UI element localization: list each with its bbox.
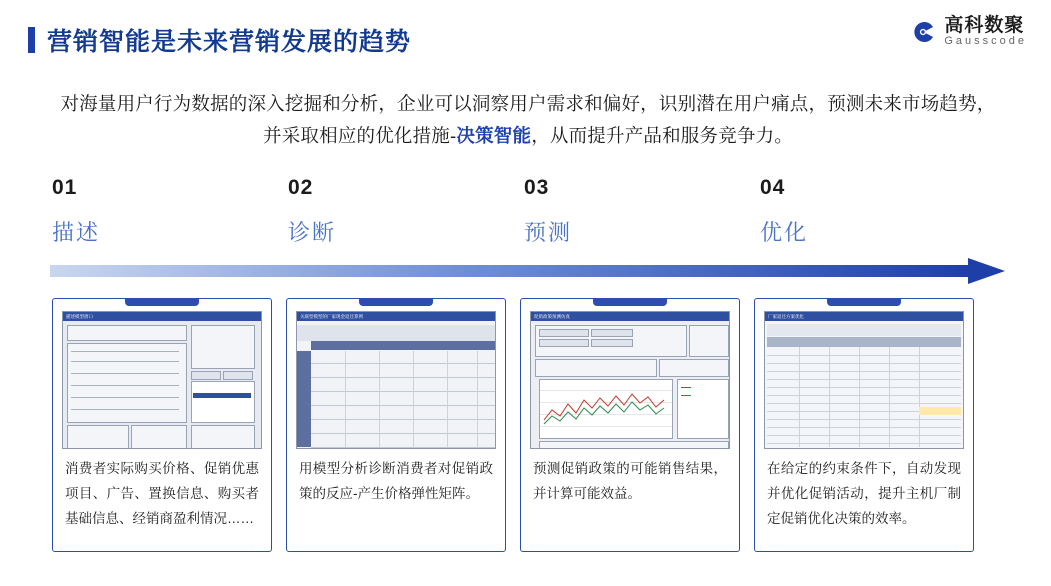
mini-line xyxy=(71,373,179,374)
mini-line xyxy=(71,351,179,352)
mini-col-divider xyxy=(829,347,830,447)
mini-line xyxy=(767,443,961,444)
lead-highlight: 决策智能 xyxy=(456,125,532,147)
card-predict xyxy=(520,298,740,552)
mini-table-caption xyxy=(767,324,961,336)
screenshot-titlebar: 关联型模型的厂家现金返还算例 xyxy=(297,312,495,321)
mini-line xyxy=(767,403,961,404)
mini-table-header xyxy=(297,325,495,341)
mini-line xyxy=(311,447,495,448)
legend-swatch-predicted xyxy=(681,395,691,396)
mini-field xyxy=(539,339,589,347)
mini-line xyxy=(311,391,495,392)
mini-line xyxy=(767,379,961,380)
mini-line xyxy=(767,419,961,420)
card-diagnose xyxy=(286,298,506,552)
mini-field xyxy=(539,329,589,337)
chart-legend xyxy=(677,379,729,439)
mini-line xyxy=(767,395,961,396)
mini-table-columns xyxy=(311,341,495,350)
mini-panel xyxy=(191,325,255,369)
mini-col-divider xyxy=(889,347,890,447)
screenshot-body xyxy=(297,321,495,448)
mini-line xyxy=(71,397,179,398)
step-03 xyxy=(524,176,752,247)
mini-line xyxy=(767,355,961,356)
mini-panel xyxy=(191,425,255,449)
legend-swatch-actual xyxy=(681,387,691,388)
prediction-chart xyxy=(539,379,673,439)
mini-button xyxy=(191,371,221,380)
card-description: 预测促销政策的可能销售结果，并计算可能效益。 xyxy=(533,461,727,501)
lead-paragraph xyxy=(52,88,1004,153)
step-label: 描述 xyxy=(52,220,101,245)
step-label: 诊断 xyxy=(288,220,337,245)
mini-line xyxy=(71,385,179,386)
card-description: 用模型分析诊断消费者对促销政策的反应-产生价格弹性矩阵。 xyxy=(299,461,493,501)
mini-table-columns xyxy=(767,337,961,347)
step-02 xyxy=(288,176,516,247)
mini-line xyxy=(311,419,495,420)
screenshot-body xyxy=(63,321,261,448)
mini-panel xyxy=(535,359,657,377)
mini-field xyxy=(591,329,633,337)
mini-col-divider xyxy=(413,351,414,447)
step-number: 01 xyxy=(52,176,78,199)
mini-panel xyxy=(67,425,129,449)
page-title: 营销智能是未来营销发展的趋势 xyxy=(47,28,412,56)
mini-col-divider xyxy=(477,351,478,447)
step-label: 预测 xyxy=(524,220,573,245)
mini-button xyxy=(223,371,253,380)
mini-col-divider xyxy=(799,347,800,447)
mini-panel xyxy=(689,325,729,357)
screenshot-body xyxy=(765,321,963,448)
mini-line xyxy=(767,371,961,372)
mini-line xyxy=(767,427,961,428)
title-accent-bar xyxy=(28,27,35,53)
screenshot-body xyxy=(531,321,729,448)
progress-arrow xyxy=(50,258,1005,284)
screenshot-describe xyxy=(62,311,262,449)
mini-col-divider xyxy=(859,347,860,447)
mini-field xyxy=(591,339,633,347)
mini-selected-row xyxy=(193,393,251,398)
card-tab xyxy=(593,299,667,306)
lead-text-part2: ，从而提升产品和服务竞争力。 xyxy=(531,125,793,147)
cards-row xyxy=(52,298,1012,552)
brand-text xyxy=(944,16,1027,47)
mini-highlight-cell xyxy=(919,407,961,415)
mini-col-divider xyxy=(447,351,448,447)
screenshot-titlebar: 描述模型窗口 xyxy=(63,312,261,321)
mini-listbox xyxy=(191,381,255,423)
brand-name-en: Gausscode xyxy=(944,34,1027,47)
card-description: 在给定的约束条件下，自动发现并优化促销活动，提升主机厂制定促销优化决策的效率。 xyxy=(767,461,961,526)
mini-line xyxy=(767,363,961,364)
screenshot-titlebar: 厂家返还方案优化 xyxy=(765,312,963,321)
mini-line xyxy=(767,435,961,436)
mini-line xyxy=(71,361,179,362)
mini-statusbar xyxy=(539,441,729,449)
arrow-head-icon xyxy=(968,258,1005,284)
step-label: 优化 xyxy=(760,220,809,245)
mini-col-divider xyxy=(379,351,380,447)
mini-line xyxy=(311,433,495,434)
mini-panel xyxy=(131,425,187,449)
mini-col-divider xyxy=(919,347,920,447)
mini-line xyxy=(71,409,179,410)
step-04 xyxy=(760,176,988,247)
mini-row-header xyxy=(297,351,311,447)
mini-col-divider xyxy=(345,351,346,447)
lead-text-part1: 对海量用户行为数据的深入挖掘和分析，企业可以洞察用户需求和偏好，识别潜在用户痛点，预测未来市场趋势，并采取相应的优化措施- xyxy=(60,93,996,147)
screenshot-optimize xyxy=(764,311,964,449)
brand-name-cn: 高科数聚 xyxy=(944,15,1025,36)
arrow-body xyxy=(50,265,970,277)
mini-line xyxy=(311,377,495,378)
screenshot-predict xyxy=(530,311,730,449)
mini-panel xyxy=(67,343,187,423)
step-01 xyxy=(52,176,280,247)
card-describe xyxy=(52,298,272,552)
card-description: 消费者实际购买价格、促销优惠项目、广告、置换信息、购买者基础信息、经销商盈利情况…… xyxy=(65,461,259,526)
card-tab xyxy=(125,299,199,306)
gausscode-logo-icon xyxy=(910,19,936,45)
mini-line xyxy=(767,387,961,388)
mini-panel xyxy=(659,359,729,377)
step-number: 02 xyxy=(288,176,314,199)
mini-line xyxy=(311,405,495,406)
brand-logo xyxy=(910,16,1027,47)
mini-panel xyxy=(67,325,187,341)
card-optimize xyxy=(754,298,974,552)
screenshot-diagnose xyxy=(296,311,496,449)
mini-line xyxy=(311,363,495,364)
screenshot-titlebar: 促销政策预测仿真 xyxy=(531,312,729,321)
page-header xyxy=(28,15,1027,60)
steps-row xyxy=(52,176,1012,247)
card-tab xyxy=(359,299,433,306)
step-number: 04 xyxy=(760,176,786,199)
card-tab xyxy=(827,299,901,306)
step-number: 03 xyxy=(524,176,550,199)
